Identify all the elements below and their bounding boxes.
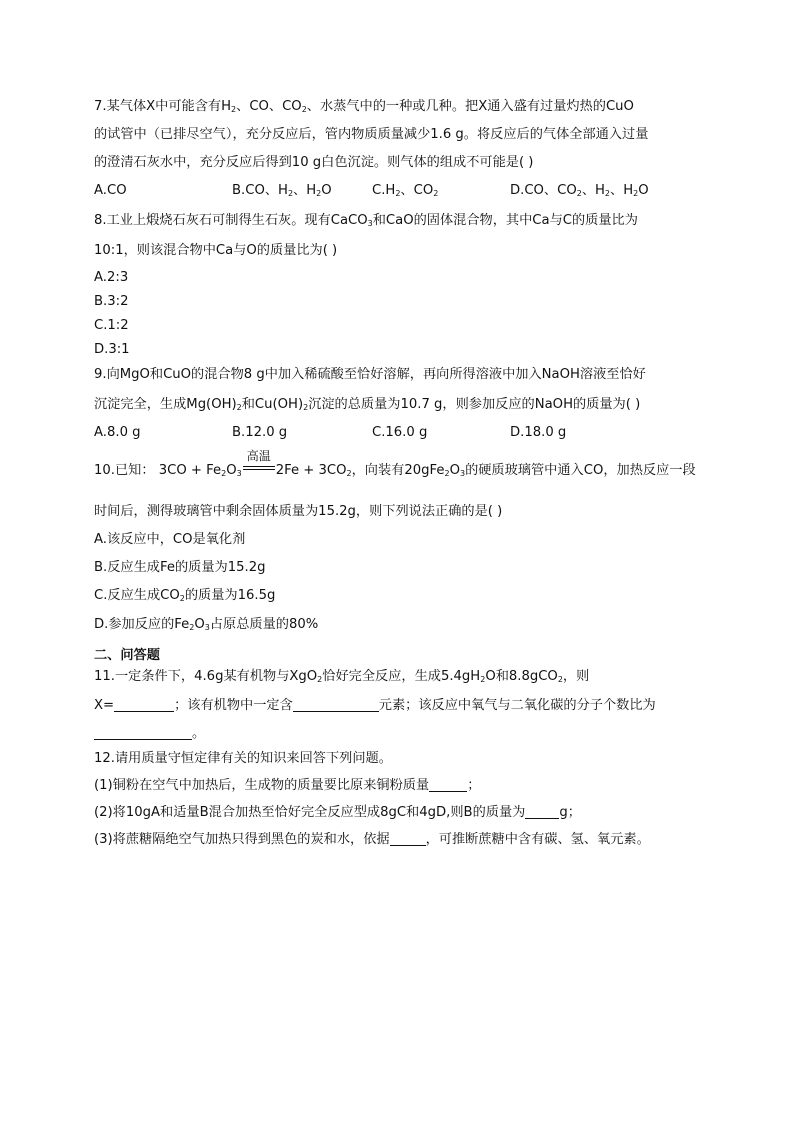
q9-line-1: 9.向MgO和CuO的混合物8 g中加入稀硫酸至恰好溶解，再向所得溶液中加入NaOH溶液至恰好 xyxy=(94,367,646,382)
text: 占原总质量的80% xyxy=(209,617,319,632)
text: 的质量为16.5g xyxy=(184,588,276,603)
text: O xyxy=(194,617,205,632)
text: 2Fe + 3CO xyxy=(275,463,347,478)
q9-option-a: A.8.0 g xyxy=(94,425,141,440)
text: 11.一定条件下，4.6g某有机物与XgO xyxy=(94,669,318,684)
text: 沉淀完全，生成Mg(OH) xyxy=(94,397,237,412)
text: O xyxy=(226,463,237,478)
subscript: 2 xyxy=(189,623,195,632)
q8-line-1 xyxy=(94,212,638,230)
reaction-condition: 高温 xyxy=(246,449,271,463)
q10-option-a: A.该反应中，CO是氧化剂 xyxy=(94,532,246,547)
text: 10.已知： xyxy=(94,463,155,478)
text: 和Cu(OH) xyxy=(241,397,304,412)
text: ，向装有20gFe xyxy=(351,463,445,478)
q10-line-2: 时间后，测得玻璃管中剩余固体质量为15.2g，则下列说法正确的是( ) xyxy=(94,504,503,519)
subscript: 2 xyxy=(633,189,639,198)
subscript: 2 xyxy=(179,594,185,603)
text: 恰好完全反应，生成5.4gH xyxy=(322,669,481,684)
text: 3CO + Fe xyxy=(158,463,222,478)
subscript: 2 xyxy=(287,189,294,198)
text: D.参加反应的Fe xyxy=(94,617,190,632)
subscript: 3 xyxy=(204,623,210,632)
subscript: 2 xyxy=(480,675,486,684)
answer-blank[interactable] xyxy=(94,727,192,740)
text: X= xyxy=(94,698,115,713)
q9-option-b: B.12.0 g xyxy=(232,425,288,440)
q7-option-d xyxy=(510,182,649,200)
subscript: 2 xyxy=(576,189,582,198)
text: 的硬质玻璃管中通入CO，加热反应一段 xyxy=(465,463,696,478)
text: 、水蒸气中的一种或几种。把X通入盛有过量灼热的CuO xyxy=(306,99,634,114)
chemical-equation xyxy=(158,449,352,478)
text: 和CaO的固体混合物，其中Ca与C的质量比为 xyxy=(372,213,638,228)
q7-option-a: A.CO xyxy=(94,183,127,198)
subscript: 3 xyxy=(236,469,242,478)
text: 、CO xyxy=(400,183,434,198)
q12-part-3 xyxy=(94,831,650,849)
text: O xyxy=(638,183,649,198)
q11-line-3 xyxy=(94,725,205,743)
subscript: 2 xyxy=(301,105,307,114)
section-heading: 二、问答题 xyxy=(94,648,160,663)
subscript: 2 xyxy=(444,469,450,478)
text: 、CO、CO xyxy=(236,99,302,114)
text: C.反应生成CO xyxy=(94,588,180,603)
q7-option-b xyxy=(232,182,332,200)
text: ，可推断蔗糖中含有碳、氢、氧元素。 xyxy=(425,832,650,847)
subscript: 2 xyxy=(316,189,322,198)
text: 元素；该反应中氧气与二氧化碳的分子个数比为 xyxy=(378,698,656,713)
text: C.H xyxy=(372,183,396,198)
subscript: 2 xyxy=(604,189,611,198)
q12-part-2 xyxy=(94,804,581,822)
text: g； xyxy=(559,805,581,820)
text: D.CO、CO xyxy=(510,183,577,198)
subscript: 3 xyxy=(459,469,466,478)
text: ；该有机物中一定含 xyxy=(174,698,293,713)
text: (1)铜粉在空气中加热后，生成物的质量要比原来铜粉质量 xyxy=(94,778,430,793)
q9-option-c: C.16.0 g xyxy=(372,425,428,440)
q8-option-a: A.2:3 xyxy=(94,270,129,285)
q7-line-1 xyxy=(94,98,634,116)
text: B.CO、H xyxy=(232,183,288,198)
subscript: 2 xyxy=(221,469,227,478)
subscript: 2 xyxy=(433,189,439,198)
reaction-arrow xyxy=(242,449,276,480)
q7-line-3: 的澄清石灰水中，充分反应后得到10 g白色沉淀。则气体的组成不可能是( ) xyxy=(94,155,534,170)
q10-option-d xyxy=(94,616,318,634)
q10-option-c xyxy=(94,587,275,605)
q10-option-b: B.反应生成Fe的质量为15.2g xyxy=(94,560,266,575)
subscript: 2 xyxy=(303,403,309,412)
text: 7.某气体X中可能含有H xyxy=(94,99,232,114)
answer-blank[interactable] xyxy=(293,699,379,712)
q8-option-c: C.1:2 xyxy=(94,318,129,333)
subscript: 2 xyxy=(236,403,242,412)
text: 沉淀的总质量为10.7 g，则参加反应的NaOH的质量为( ) xyxy=(308,397,641,412)
text: ，则 xyxy=(562,669,590,684)
q12-part-1 xyxy=(94,777,480,795)
text: 8.工业上煅烧石灰石可制得生石灰。现有CaCO xyxy=(94,213,368,228)
answer-blank[interactable] xyxy=(525,806,559,819)
q8-line-2: 10:1，则该混合物中Ca与O的质量比为( ) xyxy=(94,243,338,258)
subscript: 3 xyxy=(367,219,373,228)
q7-option-c xyxy=(372,182,438,200)
q9-option-d: D.18.0 g xyxy=(510,425,567,440)
q8-option-b: B.3:2 xyxy=(94,294,129,309)
text: O xyxy=(321,183,332,198)
text: O和8.8gCO xyxy=(485,669,558,684)
text: 、H xyxy=(610,183,634,198)
subscript: 2 xyxy=(231,105,237,114)
subscript: 2 xyxy=(346,469,352,478)
q10-line-1 xyxy=(94,449,696,480)
answer-blank[interactable] xyxy=(390,833,426,846)
subscript: 2 xyxy=(317,675,323,684)
text: ； xyxy=(467,778,481,793)
q11-line-2 xyxy=(94,697,656,715)
text: 、H xyxy=(581,183,605,198)
text: (2)将10gA和适量B混合加热至恰好完全反应型成8gC和4gD,则B的质量为 xyxy=(94,805,526,820)
q11-line-1 xyxy=(94,668,589,686)
text: (3)将蔗糖隔绝空气加热只得到黑色的炭和水，依据 xyxy=(94,832,390,847)
q9-line-2 xyxy=(94,396,640,414)
text: 。 xyxy=(192,726,206,741)
equals-sign-icon xyxy=(243,466,275,470)
text: O xyxy=(449,463,460,478)
answer-blank[interactable] xyxy=(429,779,467,792)
subscript: 2 xyxy=(395,189,401,198)
q7-line-2: 的试管中（已排尽空气），充分反应后，管内物质质量减少1.6 g。将反应后的气体全部通入过量 xyxy=(94,127,649,142)
subscript: 2 xyxy=(557,675,563,684)
answer-blank[interactable] xyxy=(114,699,174,712)
q12-intro: 12.请用质量守恒定律有关的知识来回答下列问题。 xyxy=(94,751,392,766)
q8-option-d: D.3:1 xyxy=(94,342,130,357)
text: 、H xyxy=(293,183,317,198)
